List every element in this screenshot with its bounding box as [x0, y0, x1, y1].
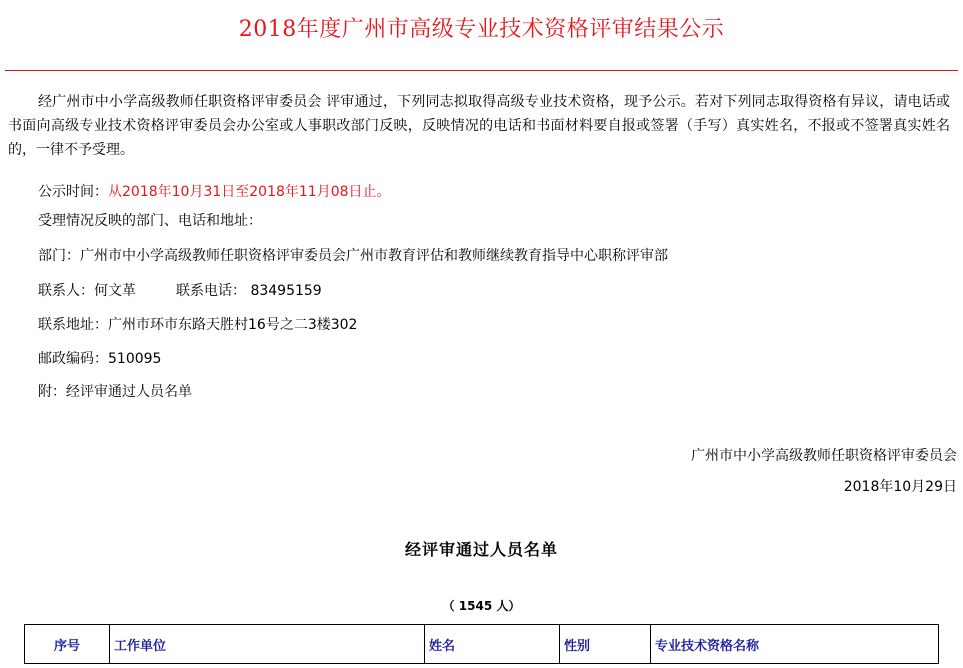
contact-postcode: 邮政编码：510095	[38, 351, 162, 367]
header-gender: 性别	[560, 625, 651, 664]
period-label: 公示时间：	[38, 184, 108, 200]
contact-address: 联系地址：广州市环市东路天胜村16号之二3楼302	[38, 317, 358, 333]
contact-heading: 受理情况反映的部门、电话和地址：	[38, 213, 262, 229]
table-header-row	[25, 625, 939, 664]
title-divider	[5, 70, 958, 71]
attachment-note: 附：经评审通过人员名单	[38, 384, 192, 400]
contact-department: 部门：广州市中小学高级教师任职资格评审委员会广州市教育评估和教师继续教育指导中心职称评审部	[38, 248, 668, 264]
contact-phone: 联系电话： 83495159	[176, 283, 322, 299]
results-table	[24, 624, 939, 664]
header-index: 序号	[25, 625, 110, 664]
header-name: 姓名	[425, 625, 560, 664]
contact-person: 联系人：何文革	[38, 283, 136, 299]
notice-period	[38, 182, 391, 202]
list-title: 经评审通过人员名单	[404, 540, 558, 559]
list-count: （ 1545 人）	[442, 599, 521, 613]
header-workplace: 工作单位	[110, 625, 425, 664]
header-qualification: 专业技术资格名称	[651, 625, 939, 664]
page-title: 2018年度广州市高级专业技术资格评审结果公示	[238, 17, 725, 42]
notice-intro: 经广州市中小学高级教师任职资格评审委员会 评审通过，下列同志拟取得高级专业技术资格，现予公示。若对下列同志取得资格有异议，请电话或书面向高级专业技术资格评审委员会办公室或人事职改部门反映，反映情况的电话和书面材料要自报或签署（手写）真实姓名，不报或不签署真实姓名的，一律不予受理。	[8, 94, 950, 158]
signature-org: 广州市中小学高级教师任职资格评审委员会	[691, 448, 957, 464]
contact-person-row	[38, 281, 322, 301]
signature-date: 2018年10月29日	[843, 479, 957, 495]
period-value: 从2018年10月31日至2018年11月08日止。	[108, 184, 391, 200]
